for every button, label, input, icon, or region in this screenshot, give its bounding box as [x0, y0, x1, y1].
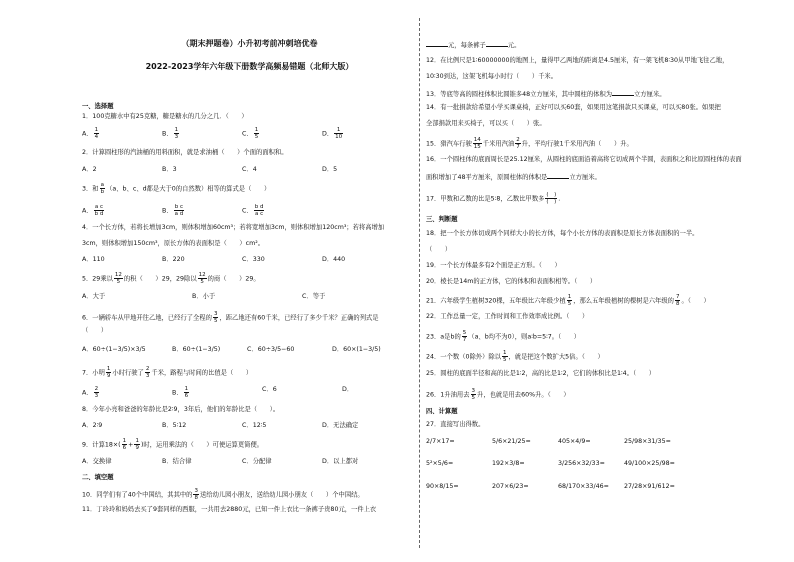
option-d: D． $\frac{1}{10}$ — [322, 127, 343, 140]
question-9-options — [82, 458, 417, 466]
question-2: 2．计算圆柱形的汽油桶的用料面积，就是求油桶（ ）个面的面积和。 — [82, 149, 288, 156]
question-6-line2: （ ） — [82, 327, 108, 334]
option-a: A．大于 — [82, 293, 106, 300]
calc-item: 90×8/15= — [426, 483, 459, 490]
option-c: C．6 — [262, 386, 277, 393]
option-b: B．220 — [162, 256, 185, 263]
calc-item: 3/256×32/33= — [558, 460, 605, 467]
option-b: B．结合律 — [162, 458, 192, 465]
question-5: 5．29乘以 $\frac{12}{5}$ 的积（ ）29，29除以 $\frac{12}{5}$ 的商（ ）29。 — [82, 272, 260, 285]
calc-row-1 — [426, 438, 726, 446]
question-3-options — [82, 204, 417, 217]
question-9: 9．计算18×( $\frac{1}{6}$ + $\frac{1}{9}$ )时，运用乘法的（ ）可使运算更简便。 — [82, 438, 264, 451]
option-c: C． $\frac{\text{b d}}{\text{a c}}$ — [242, 204, 264, 217]
option-a: A．110 — [82, 256, 105, 263]
section-judge-heading: 三、判断题 — [426, 216, 458, 223]
option-a: A．60÷(1−3/5)×3/5 — [82, 346, 146, 353]
calc-item: 27/28×91/612= — [624, 483, 675, 490]
option-d: D．440 — [322, 256, 346, 263]
calc-item: 49/100×25/98= — [624, 460, 675, 467]
option-b: B． $\frac{1}{6}$ — [172, 386, 189, 399]
question-27: 27．直接写出得数。 — [426, 421, 485, 428]
option-d: D．5 — [322, 166, 338, 173]
option-b: B．3 — [162, 166, 177, 173]
question-17: 17．甲数和乙数的比是5∶8，乙数比甲数多 $\frac{( )}{( )}$ . — [426, 192, 561, 205]
question-12-line2: 10∶30到达，这架飞机每小时行（ ）千米。 — [426, 73, 558, 80]
question-15: 15．猎汽车行驶 $\frac{14}{15}$ 千米用汽油 $\frac{2}{7}$ 升，平均行驶1千米用汽油（ ）升。 — [426, 137, 633, 150]
question-2-options — [82, 166, 417, 174]
question-8-options — [82, 422, 417, 430]
option-b: B．60÷(1−3/5) — [172, 346, 221, 353]
option-a: A． $\frac{1}{4}$ — [82, 127, 99, 140]
calc-item: 5²×5/6= — [426, 460, 454, 467]
question-7: 7．小明 $\frac{1}{9}$ 小时行驶了 $\frac{2}{3}$ 千米，路程与时间的比值是（ ） — [82, 366, 253, 379]
option-d: D．以上都对 — [322, 458, 359, 465]
section-calc-heading: 四、计算题 — [426, 408, 458, 415]
calc-item: 25/98×31/35= — [624, 438, 671, 445]
question-1: 1．100克糖水中有25克糖，糖是糖水的几分之几．（ ） — [82, 113, 248, 120]
calc-item: 5/6×21/25= — [492, 438, 531, 445]
option-a: A．交换律 — [82, 458, 112, 465]
calc-item: 192×3/8= — [492, 460, 525, 467]
question-25: 25．圆柱的底面半径和高的比是1∶2，高的比是1∶2，它们的体积比是1∶4。（ ） — [426, 370, 656, 377]
option-c: C．等于 — [302, 293, 326, 300]
question-12: 12．在比例尺是1∶60000000的地图上，量得甲乙两地的距离是4.5厘米，有一架飞机8∶30从甲地飞往乙地， — [426, 57, 729, 64]
calc-row-2 — [426, 460, 726, 468]
question-19: 19．一个长方体最多有2个面是正方形。（ ） — [426, 262, 561, 269]
question-23: 23．a是b的 $\frac{5}{7}$ （a、b均不为0），则a∶b=5∶7。（ ） — [426, 330, 581, 343]
option-b: B． $\frac{1}{3}$ — [162, 127, 179, 140]
question-24: 24．一个数（0除外）除以 $\frac{1}{5}$ ，就是把这个数扩大5倍。（ ） — [426, 350, 604, 363]
option-a: A．2 — [82, 166, 97, 173]
question-10: 10．同学们有了40个中国结，其其中的 $\frac{3}{8}$ 送给幼儿园小朋友，送给幼儿园小朋友（ ）个中国结。 — [82, 488, 364, 501]
question-1-options — [82, 127, 417, 140]
calc-item: 68/170×33/46= — [558, 483, 609, 490]
option-c: C．60÷3/5−60 — [247, 346, 295, 353]
question-3: 3．和 $\frac{a}{b}$ （a、b、c、d都是大于0的自然数）相等的算式是（ ） — [82, 182, 271, 195]
question-20: 20．棱长是14m的正方体，它的体积和表面积相等。（ ） — [426, 278, 597, 285]
option-b: B．5∶12 — [162, 422, 187, 429]
option-b: B． $\frac{\text{b c}}{\text{a d}}$ — [162, 204, 184, 217]
option-c: C．分配律 — [242, 458, 272, 465]
question-14-line2: 全部捐款用来买椅子，可以买（ ）张。 — [426, 120, 546, 127]
option-c: C．12∶5 — [242, 422, 267, 429]
question-22: 22．工作总量一定，工作时间和工作效率成比例。（ ） — [426, 313, 589, 320]
option-d: D．无法确定 — [322, 422, 359, 429]
question-18: 18．把一个长方体切成两个同样大小的长方体，每个小长方体的表面积是原长方体表面积的一半。 — [426, 230, 699, 237]
question-21: 21．六年级学生植树320棵，五年级比六年级少植 $\frac{1}{5}$ ，那么五年级植树的棵树是六年级的 $\frac{7}{8}$ 。（ ） — [426, 294, 710, 307]
section-fill-heading: 二、填空题 — [82, 474, 114, 481]
question-4-line1: 4．一个长方体，若将长增加3cm，则体积增加60cm³；若将宽增加3cm，则体积增加120cm³；若将高增加 — [82, 224, 385, 231]
question-4-line2: 3cm，则体积增加150cm³，原长方体的表面积是（ ）cm²。 — [82, 240, 265, 247]
option-c: C．330 — [242, 256, 265, 263]
option-d: D．60×(1−3/5) — [332, 346, 381, 353]
question-6-options — [82, 346, 417, 354]
column-divider — [419, 18, 420, 548]
question-7-options — [82, 386, 417, 399]
question-11: 11．丁玲玲和妈妈去买了9套同样的西服，一共用去2880元，已知一件上衣比一条裤子贵80元，一件上衣 — [82, 506, 377, 513]
question-26: 26．1升油用去 $\frac{3}{5}$ 升，也就是用去60%升。（ ） — [426, 388, 570, 401]
question-5-options — [82, 293, 417, 301]
option-b: B．小于 — [192, 293, 216, 300]
question-13: 13．等底等高的圆柱体积比圆锥多48立方厘米，其中圆柱的体积为 立方厘米。 — [426, 91, 666, 98]
calc-item: 207×6/23= — [492, 483, 529, 490]
option-a: A． $\frac{\text{a c}}{\text{b d}}$ — [82, 204, 104, 217]
question-4-options — [82, 256, 417, 264]
question-16-line2: 面积增加了48平方厘米，原圆柱体的体积是 立方厘米。 — [426, 174, 601, 181]
calc-item: 405×4/9= — [558, 438, 591, 445]
question-14: 14．有一批捐款给希望小学买课桌椅，正好可以买60套，如果用这笔捐款只买课桌，可以买80张。如果把 — [426, 104, 721, 111]
question-16: 16．一个圆柱体的底面周长是25.12厘米，从圆柱的底面沿着高将它切成两个半圆，表面积之和比原圆柱体的表面 — [426, 156, 742, 163]
section-choice-heading: 一、选择题 — [82, 103, 114, 110]
question-11-continued: 元，每条裤子 元。 — [426, 40, 520, 50]
calc-row-3 — [426, 483, 726, 491]
exam-subtitle: 2022-2023学年六年级下册数学高频易错题（北师大版） — [145, 62, 354, 71]
option-a: A．2∶9 — [82, 422, 103, 429]
question-18-line2: （ ） — [426, 246, 452, 253]
question-8: 8．今年小亮和爸爸的年龄比是2∶9，3年后，他们的年龄比是（ ）。 — [82, 406, 280, 413]
exam-title: （期末押题卷）小升初考前冲刺培优卷 — [181, 39, 318, 48]
option-a: A． $\frac{2}{3}$ — [82, 386, 99, 399]
option-c: C． $\frac{1}{5}$ — [242, 127, 259, 140]
question-6: 6．一辆轿车从甲地开往乙地，已经行了全程的 $\frac{3}{5}$ ，距乙地还有60千米，已经行了多少千米？正确的列式是 — [82, 311, 379, 324]
calc-item: 2/7×17= — [426, 438, 455, 445]
option-d: D． — [342, 386, 354, 393]
option-c: C．4 — [242, 166, 257, 173]
